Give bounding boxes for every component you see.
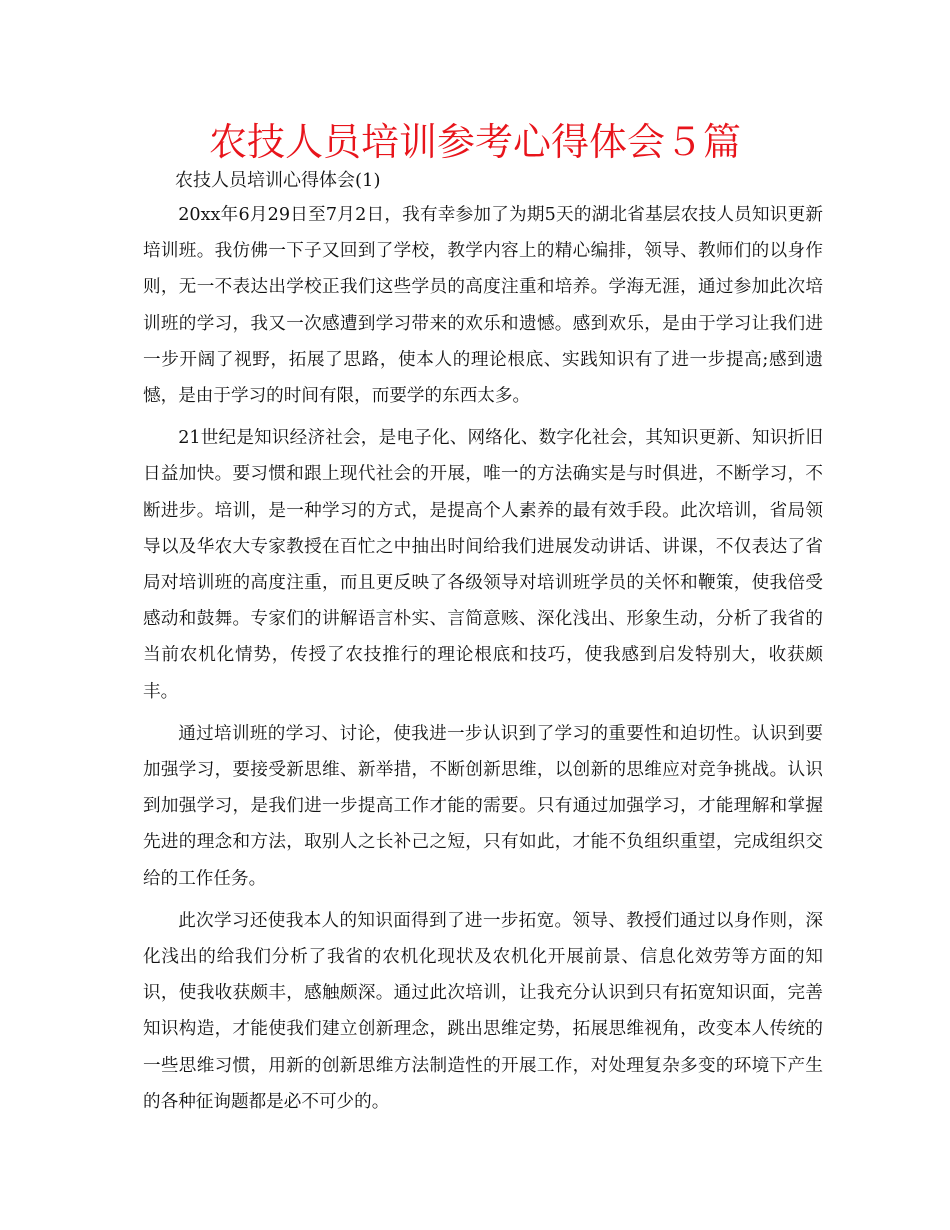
paragraph-4: 此次学习还使我本人的知识面得到了进一步拓宽。领导、教授们通过以身作则，深化浅出的给我们分析了我省的农机化现状及农机化开展前景、信息化效劳等方面的知识，使我收获颇丰，感触颇深。通过此次培训，让我充分认识到只有拓宽知识面，完善知识构造，才能使我们建立创新理念，跳出思维定势，拓展思维视角，改变本人传统的一些思维习惯，用新的创新思维方法制造性的开展工作，对处理复杂多变的环境下产生的各种征询题都是必不可少的。 <box>143 910 823 1112</box>
section-subtitle: 农技人员培训心得体会(1) <box>175 170 381 191</box>
document-title: 农技人员培训参考心得体会５篇 <box>208 120 741 164</box>
paragraph-3: 通过培训班的学习、讨论，使我进一步认识到了学习的重要性和迫切性。认识到要加强学习，要接受新思维、新举措，不断创新思维，以创新的思维应对竞争挑战。认识到加强学习，是我们进一步提高工作才能的需要。只有通过加强学习，才能理解和掌握先进的理念和方法，取别人之长补己之短，只有如此，才能不负组织重望，完成组织交给的工作任务。 <box>143 723 823 889</box>
document-body <box>143 197 823 1120</box>
paragraph-1: 20xx年6月29日至7月2日，我有幸参加了为期5天的湖北省基层农技人员知识更新培训班。我仿佛一下子又回到了学校，教学内容上的精心编排，领导、教师们的以身作则，无一不表达出学校正我们这些学员的高度注重和培养。学海无涯，通过参加此次培训班的学习，我又一次感遭到学习带来的欢乐和遗憾。感到欢乐，是由于学习让我们进一步开阔了视野，拓展了思路，使本人的理论根底、实践知识有了进一步提高;感到遗憾，是由于学习的时间有限，而要学的东西太多。 <box>143 205 823 407</box>
paragraph-2: 21世纪是知识经济社会，是电子化、网络化、数字化社会，其知识更新、知识折旧日益加快。要习惯和跟上现代社会的开展，唯一的方法确实是与时俱进，不断学习，不断进步。培训，是一种学习的方式，是提高个人素养的最有效手段。此次培训，省局领导以及华农大专家教授在百忙之中抽出时间给我们进展发动讲话、讲课，不仅表达了省局对培训班的高度注重，而且更反映了各级领导对培训班学员的关怀和鞭策，使我倍受感动和鼓舞。专家们的讲解语言朴实、言简意赅、深化浅出、形象生动，分析了我省的当前农机化情势，传授了农技推行的理论根底和技巧，使我感到启发特别大，收获颇丰。 <box>143 428 823 702</box>
